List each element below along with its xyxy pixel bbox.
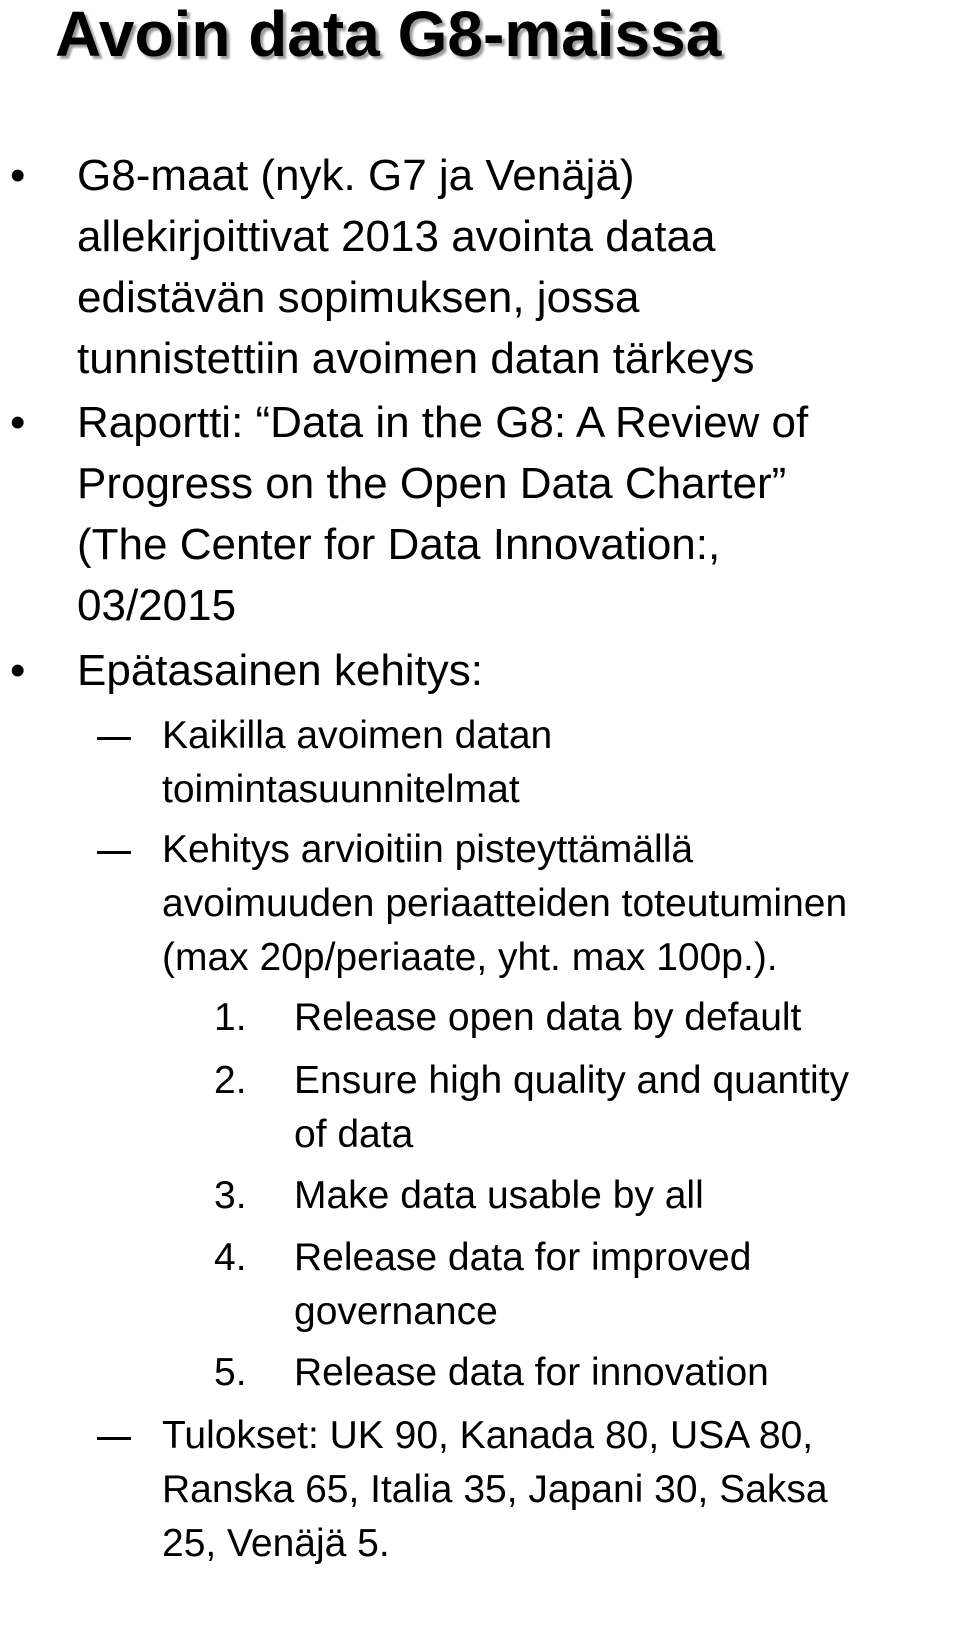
principle-text: Release data for improved governance <box>294 1236 752 1333</box>
principle-number: 4. <box>214 1236 247 1279</box>
principle-number: 5. <box>214 1351 247 1394</box>
bullet-dot-icon: • <box>10 398 26 447</box>
bullet-text: G8-maat (nyk. G7 ja Venäjä) allekirjoittivat 2013 avointa dataa edistävän sopimuksen, jossa tunnistettiin avoimen datan tärkeys <box>77 151 755 383</box>
slide-title: Avoin data G8-maissa <box>55 0 722 70</box>
principle-number: 1. <box>214 996 247 1039</box>
results-text: Tulokset: UK 90, Kanada 80, USA 80, Ranska 65, Italia 35, Japani 30, Saksa 25, Venäjä 5. <box>162 1414 828 1565</box>
dash-icon <box>97 1437 131 1440</box>
bullet-dot-icon: • <box>10 151 26 200</box>
bullet-text: Raportti: “Data in the G8: A Review of Progress on the Open Data Charter” (The Center for Data Innovation:, 03/2015 <box>77 398 809 630</box>
dash-icon <box>97 737 131 740</box>
bullet-dot-icon: • <box>10 646 26 695</box>
principle-text: Ensure high quality and quantity of data <box>294 1059 850 1156</box>
dash-icon <box>97 851 131 854</box>
sub-item-text: Kaikilla avoimen datan toimintasuunnitelmat <box>162 714 553 811</box>
principle-text: Release data for innovation <box>294 1351 769 1394</box>
principle-text: Release open data by default <box>294 996 802 1039</box>
sub-item-text: Kehitys arvioitiin pisteyttämällä avoimuuden periaatteiden toteutuminen (max 20p/periaate, yht. max 100p.). <box>162 828 848 979</box>
principle-number: 3. <box>214 1174 247 1217</box>
bullet-text: Epätasainen kehitys: <box>77 646 484 695</box>
principle-text: Make data usable by all <box>294 1174 704 1217</box>
principle-number: 2. <box>214 1059 247 1102</box>
